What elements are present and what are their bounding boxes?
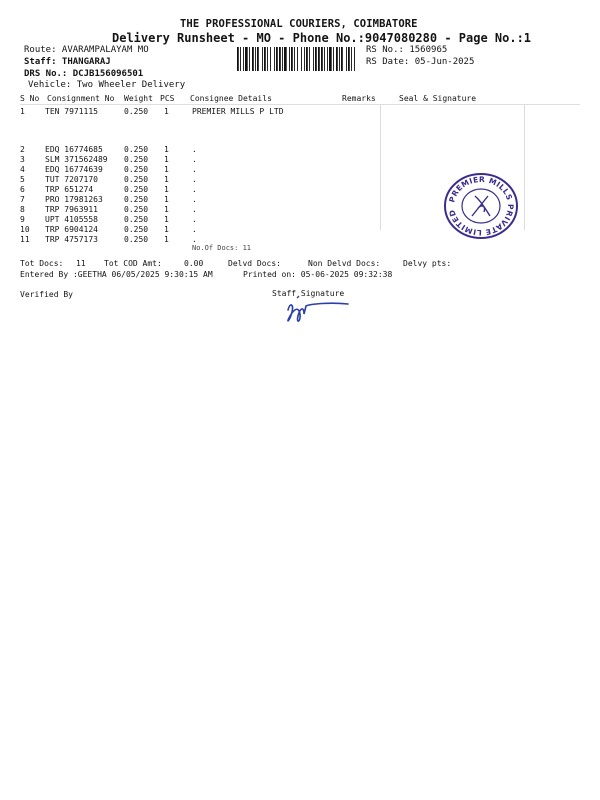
verified-by: Verified By [20, 290, 73, 299]
col-sno: S No [20, 94, 40, 103]
row-consignee-details: . [192, 225, 197, 234]
table-row [20, 205, 220, 215]
col-consignee: Consignee Details [190, 94, 272, 103]
table-row [20, 225, 220, 235]
table-row [20, 145, 220, 155]
row-consignee-details: . [192, 175, 197, 184]
printed-on: Printed on: 05-06-2025 09:32:38 [243, 270, 393, 279]
row-consignment-no: SLM 371562489 [45, 155, 108, 164]
table-row [20, 235, 220, 245]
col-weight: Weight [124, 94, 153, 103]
vehicle: Vehicle: Two Wheeler Delivery [28, 80, 186, 90]
row-pcs: 1 [164, 107, 169, 116]
row-sno: 11 [20, 235, 30, 244]
staff: Staff: THANGARAJ [24, 57, 111, 67]
col-pcs: PCS [160, 94, 175, 103]
column-divider [524, 105, 525, 230]
tot-docs-value: 11 [76, 259, 86, 268]
non-delvd-docs-label: Non Delvd Docs: [308, 259, 381, 268]
row-consignment-no: TRP 651274 [45, 185, 94, 194]
row-consignee-details: . [192, 165, 197, 174]
row-pcs: 1 [164, 235, 169, 244]
row-weight: 0.250 [124, 165, 149, 174]
row-sno: 5 [20, 175, 25, 184]
row-pcs: 1 [164, 145, 169, 154]
table-row [20, 175, 220, 185]
row-sno: 4 [20, 165, 25, 174]
row-sno: 9 [20, 215, 25, 224]
row-pcs: 1 [164, 225, 169, 234]
table-row [20, 215, 220, 225]
row-sno: 3 [20, 155, 25, 164]
header-rule [20, 104, 580, 105]
cod-value: 0.00 [184, 259, 204, 268]
row-weight: 0.250 [124, 235, 149, 244]
row-pcs: 1 [164, 175, 169, 184]
row-consignee-details: . [192, 145, 197, 154]
row-consignee-details: PREMIER MILLS P LTD [192, 107, 284, 116]
row-sno: 7 [20, 195, 25, 204]
rs-number: RS No.: 1560965 [366, 45, 448, 55]
row-sno: 8 [20, 205, 25, 214]
staff-signature [280, 294, 350, 328]
col-remarks: Remarks [342, 94, 376, 103]
row-pcs: 1 [164, 205, 169, 214]
row-consignment-no: TRP 7963911 [45, 205, 98, 214]
row-weight: 0.250 [124, 155, 149, 164]
table-row [20, 165, 220, 175]
delvd-docs-label: Delvd Docs: [228, 259, 281, 268]
row-pcs: 1 [164, 195, 169, 204]
row-sno: 2 [20, 145, 25, 154]
row-consignee-details: . [192, 155, 197, 164]
row-weight: 0.250 [124, 195, 149, 204]
barcode [237, 47, 355, 71]
row-consignee-details: . [192, 195, 197, 204]
row-pcs: 1 [164, 165, 169, 174]
runsheet-title: Delivery Runsheet - MO - Phone No.:9047080280 - Page No.:1 [112, 31, 532, 45]
row-consignment-no: TRP 4757173 [45, 235, 98, 244]
svg-text:PREMIER MILLS PRIVATE LIMITED: PREMIER MILLS PRIVATE LIMITED [447, 174, 516, 238]
row-weight: 0.250 [124, 185, 149, 194]
row-sno: 10 [20, 225, 30, 234]
row-consignment-no: TEN 7971115 [45, 107, 98, 116]
row-consignment-no: EDQ 16774639 [45, 165, 103, 174]
row-sno: 1 [20, 107, 25, 116]
col-consignment: Consignment No [47, 94, 115, 103]
table-row [20, 155, 220, 165]
row-consignment-no: TUT 7207170 [45, 175, 98, 184]
cod-label: Tot COD Amt: [104, 259, 162, 268]
no-of-docs: No.Of Docs: 11 [192, 244, 252, 252]
row-pcs: 1 [164, 215, 169, 224]
drs-number: DRS No.: DCJB156096501 [24, 69, 144, 79]
row-sno: 6 [20, 185, 25, 194]
entered-by: Entered By :GEETHA 06/05/2025 9:30:15 AM [20, 270, 213, 279]
route: Route: AVARAMPALAYAM MO [24, 45, 149, 55]
row-weight: 0.250 [124, 215, 149, 224]
row-pcs: 1 [164, 185, 169, 194]
row-pcs: 1 [164, 155, 169, 164]
row-consignee-details: . [192, 235, 197, 244]
row-weight: 0.250 [124, 107, 149, 116]
table-row [20, 185, 220, 195]
company-seal-stamp [442, 172, 520, 240]
row-consignee-details: . [192, 215, 197, 224]
staff-signature-label: Staff Signature [272, 289, 345, 298]
table-row [20, 107, 320, 117]
tot-docs-label: Tot Docs: [20, 259, 64, 268]
row-consignment-no: PRO 17981263 [45, 195, 103, 204]
delvy-pts-label: Delvy pts: [403, 259, 452, 268]
row-weight: 0.250 [124, 225, 149, 234]
row-weight: 0.250 [124, 175, 149, 184]
row-consignee-details: . [192, 185, 197, 194]
company-name: THE PROFESSIONAL COURIERS, COIMBATORE [180, 18, 418, 30]
rs-date: RS Date: 05-Jun-2025 [366, 57, 475, 67]
column-divider [380, 105, 381, 230]
row-weight: 0.250 [124, 205, 149, 214]
table-row [20, 195, 220, 205]
col-seal-signature: Seal & Signature [399, 94, 477, 103]
row-consignment-no: EDQ 16774685 [45, 145, 103, 154]
row-consignee-details: . [192, 205, 197, 214]
row-consignment-no: TRP 6904124 [45, 225, 98, 234]
row-consignment-no: UPT 4105558 [45, 215, 98, 224]
row-weight: 0.250 [124, 145, 149, 154]
